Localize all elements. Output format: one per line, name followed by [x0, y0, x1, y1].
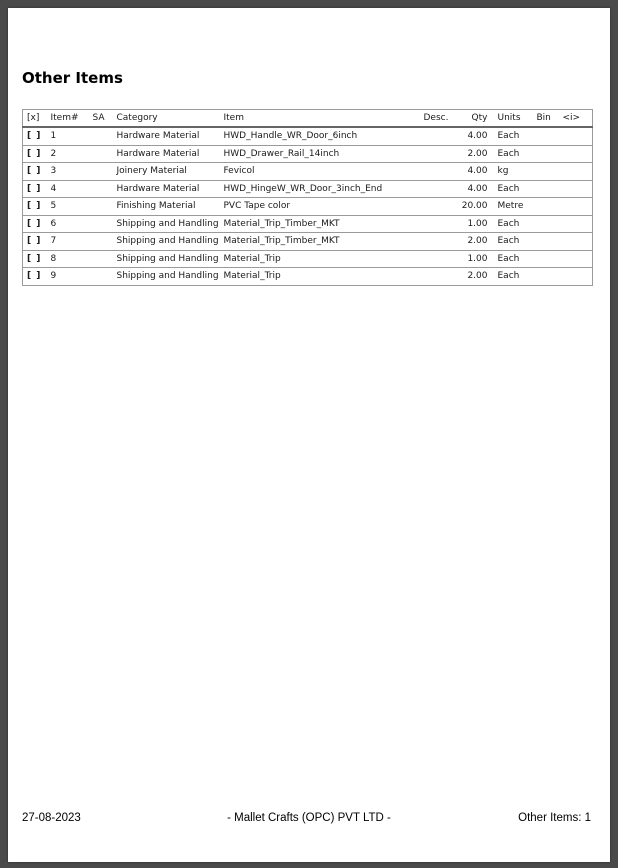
header-item-number: Item# [47, 110, 89, 128]
cell-item: PVC Tape color [220, 198, 420, 216]
cell-item-number: 7 [47, 233, 89, 251]
table-row [23, 215, 593, 233]
cell-item: HWD_Drawer_Rail_14inch [220, 145, 420, 163]
row-checkbox[interactable]: [ ] [23, 145, 47, 163]
cell-units: Each [494, 127, 533, 145]
cell-item-number: 9 [47, 268, 89, 286]
cell-item-number: 3 [47, 163, 89, 181]
cell-item-number: 4 [47, 180, 89, 198]
cell-category: Shipping and Handling [113, 250, 220, 268]
cell-category: Shipping and Handling [113, 215, 220, 233]
cell-item-number: 2 [47, 145, 89, 163]
cell-item: HWD_HingeW_WR_Door_3inch_End [220, 180, 420, 198]
footer-page-info: Other Items: 1 [518, 812, 591, 824]
cell-description [420, 127, 458, 145]
table-row [23, 180, 593, 198]
cell-quantity: 4.00 [458, 180, 494, 198]
row-checkbox[interactable]: [ ] [23, 215, 47, 233]
cell-quantity: 4.00 [458, 163, 494, 181]
cell-category: Joinery Material [113, 163, 220, 181]
row-checkbox[interactable]: [ ] [23, 163, 47, 181]
row-checkbox[interactable]: [ ] [23, 268, 47, 286]
cell-info [559, 127, 593, 145]
cell-bin [533, 145, 559, 163]
cell-info [559, 233, 593, 251]
table-row [23, 127, 593, 145]
footer-date: 27-08-2023 [22, 812, 81, 824]
cell-sa [89, 215, 113, 233]
header-quantity: Qty [458, 110, 494, 128]
cell-units: Each [494, 233, 533, 251]
cell-sa [89, 198, 113, 216]
cell-item: Material_Trip [220, 250, 420, 268]
table-row [23, 198, 593, 216]
cell-item-number: 6 [47, 215, 89, 233]
cell-description [420, 163, 458, 181]
row-checkbox[interactable]: [ ] [23, 198, 47, 216]
cell-description [420, 268, 458, 286]
cell-units: Each [494, 250, 533, 268]
cell-units: Each [494, 215, 533, 233]
cell-info [559, 250, 593, 268]
cell-units: Metre [494, 198, 533, 216]
cell-item-number: 8 [47, 250, 89, 268]
cell-info [559, 268, 593, 286]
cell-item: HWD_Handle_WR_Door_6inch [220, 127, 420, 145]
cell-description [420, 180, 458, 198]
cell-bin [533, 268, 559, 286]
cell-sa [89, 127, 113, 145]
cell-description [420, 145, 458, 163]
footer-company: - Mallet Crafts (OPC) PVT LTD - [227, 812, 391, 824]
cell-category: Finishing Material [113, 198, 220, 216]
cell-sa [89, 163, 113, 181]
header-sa: SA [89, 110, 113, 128]
row-checkbox[interactable]: [ ] [23, 127, 47, 145]
cell-info [559, 215, 593, 233]
header-check: [x] [23, 110, 47, 128]
header-item: Item [220, 110, 420, 128]
cell-item-number: 1 [47, 127, 89, 145]
cell-quantity: 2.00 [458, 145, 494, 163]
cell-category: Shipping and Handling [113, 233, 220, 251]
cell-info [559, 145, 593, 163]
cell-units: kg [494, 163, 533, 181]
viewer-background [0, 0, 618, 8]
table-row [23, 268, 593, 286]
cell-quantity: 2.00 [458, 233, 494, 251]
items-table [22, 109, 593, 286]
cell-quantity: 20.00 [458, 198, 494, 216]
cell-units: Each [494, 145, 533, 163]
cell-item: Material_Trip_Timber_MKT [220, 233, 420, 251]
page-title: Other Items [22, 69, 123, 87]
cell-bin [533, 233, 559, 251]
cell-bin [533, 250, 559, 268]
items-table-body [23, 127, 593, 285]
cell-info [559, 198, 593, 216]
cell-description [420, 250, 458, 268]
cell-quantity: 4.00 [458, 127, 494, 145]
cell-description [420, 233, 458, 251]
cell-units: Each [494, 268, 533, 286]
cell-category: Shipping and Handling [113, 268, 220, 286]
row-checkbox[interactable]: [ ] [23, 250, 47, 268]
table-header-row [23, 110, 593, 128]
cell-sa [89, 233, 113, 251]
cell-category: Hardware Material [113, 180, 220, 198]
cell-units: Each [494, 180, 533, 198]
cell-bin [533, 215, 559, 233]
cell-sa [89, 250, 113, 268]
cell-category: Hardware Material [113, 145, 220, 163]
cell-sa [89, 268, 113, 286]
table-row [23, 163, 593, 181]
header-category: Category [113, 110, 220, 128]
cell-bin [533, 198, 559, 216]
header-units: Units [494, 110, 533, 128]
cell-item: Fevicol [220, 163, 420, 181]
table-row [23, 145, 593, 163]
cell-description [420, 215, 458, 233]
row-checkbox[interactable]: [ ] [23, 180, 47, 198]
cell-category: Hardware Material [113, 127, 220, 145]
table-row [23, 233, 593, 251]
cell-bin [533, 127, 559, 145]
cell-quantity: 1.00 [458, 215, 494, 233]
header-bin: Bin [533, 110, 559, 128]
header-info: <i> [559, 110, 593, 128]
cell-quantity: 1.00 [458, 250, 494, 268]
cell-quantity: 2.00 [458, 268, 494, 286]
header-description: Desc. [420, 110, 458, 128]
cell-description [420, 198, 458, 216]
cell-sa [89, 180, 113, 198]
table-row [23, 250, 593, 268]
cell-info [559, 163, 593, 181]
cell-item-number: 5 [47, 198, 89, 216]
cell-item: Material_Trip_Timber_MKT [220, 215, 420, 233]
cell-item: Material_Trip [220, 268, 420, 286]
document-page [8, 8, 610, 862]
cell-sa [89, 145, 113, 163]
cell-info [559, 180, 593, 198]
cell-bin [533, 180, 559, 198]
cell-bin [533, 163, 559, 181]
row-checkbox[interactable]: [ ] [23, 233, 47, 251]
